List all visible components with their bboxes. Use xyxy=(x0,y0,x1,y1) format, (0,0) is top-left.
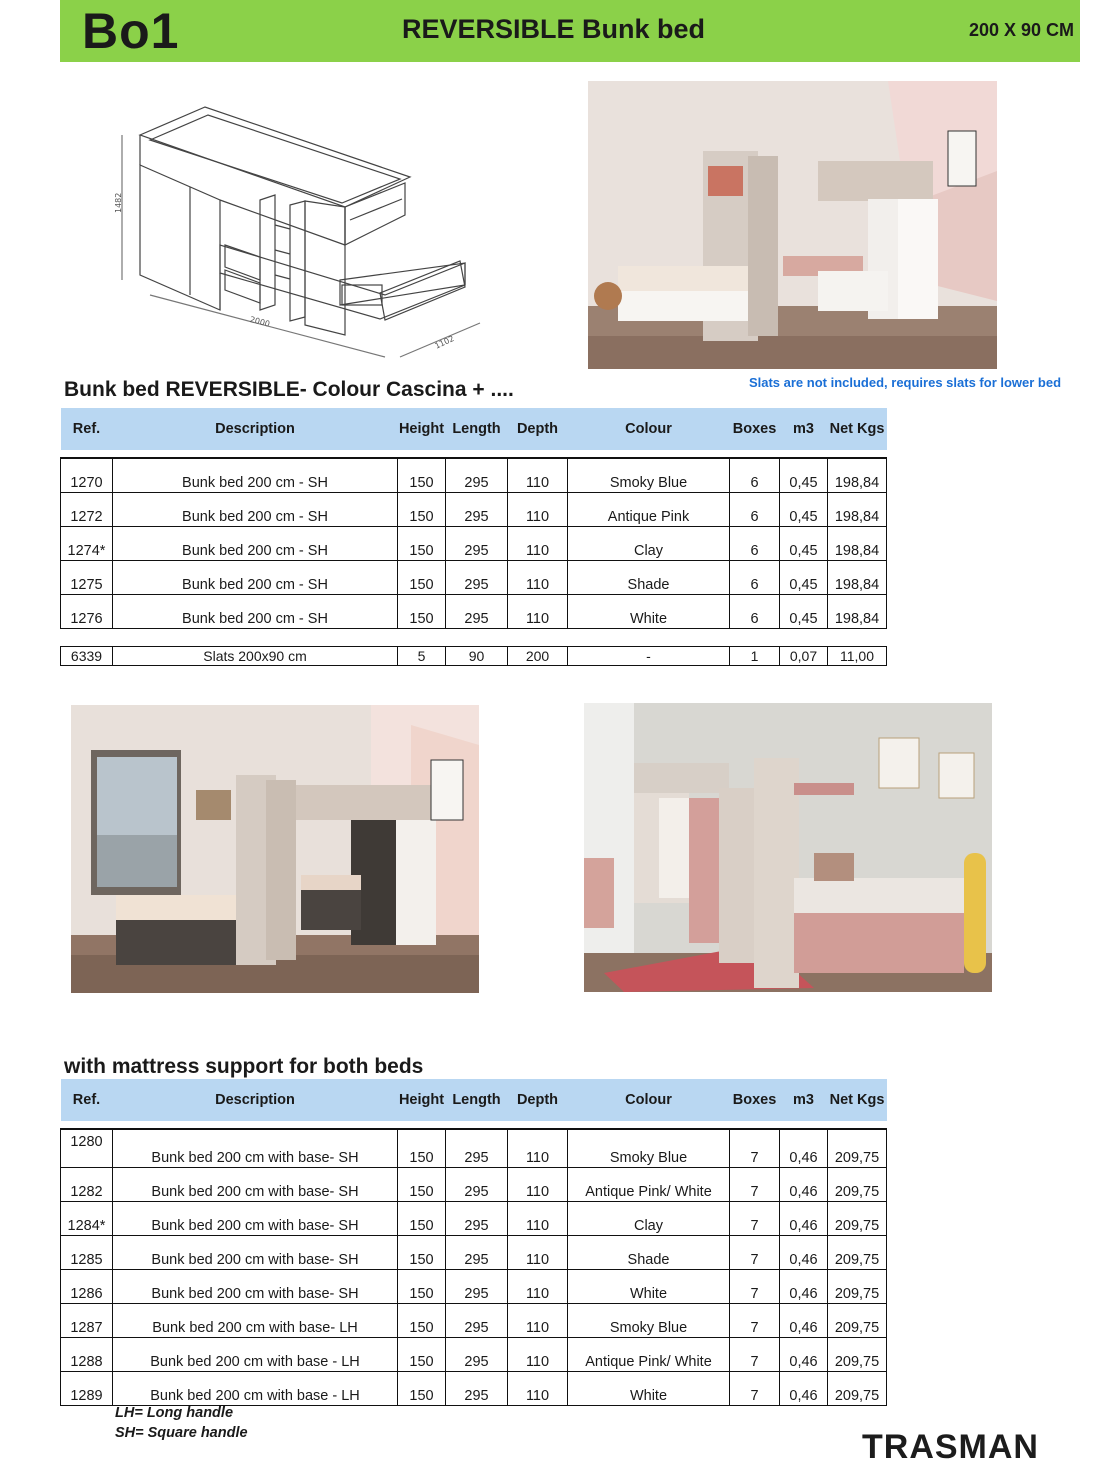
table-row xyxy=(61,1304,887,1338)
cell-colour: Clay xyxy=(568,1202,730,1236)
cell-height: 150 xyxy=(398,1129,446,1168)
cell-description: Bunk bed 200 cm with base- SH xyxy=(113,1168,398,1202)
table-row xyxy=(61,458,887,493)
cell-net-kgs: 209,75 xyxy=(828,1129,887,1168)
cell-description: Bunk bed 200 cm - SH xyxy=(113,561,398,595)
cell-boxes: 1 xyxy=(730,647,780,666)
column-header-height: Height xyxy=(398,1079,446,1121)
cell-height: 150 xyxy=(398,1338,446,1372)
cell-boxes: 7 xyxy=(730,1372,780,1406)
cell-depth: 110 xyxy=(508,1304,568,1338)
cell-ref: 1275 xyxy=(61,561,113,595)
cell-depth: 110 xyxy=(508,1129,568,1168)
cell-net-kgs: 209,75 xyxy=(828,1168,887,1202)
cell-length: 295 xyxy=(446,561,508,595)
cell-boxes: 7 xyxy=(730,1270,780,1304)
cell-colour: Clay xyxy=(568,527,730,561)
cell-colour: White xyxy=(568,595,730,629)
cell-net-kgs: 209,75 xyxy=(828,1236,887,1270)
column-header-description: Description xyxy=(113,1079,398,1121)
cell-m3: 0,46 xyxy=(780,1168,828,1202)
table-row xyxy=(61,561,887,595)
cell-m3: 0,46 xyxy=(780,1372,828,1406)
table-row xyxy=(61,1202,887,1236)
depth-dimension-label: 1102 xyxy=(433,333,456,351)
cell-length: 295 xyxy=(446,1236,508,1270)
column-header-height: Height xyxy=(398,408,446,450)
cell-length: 295 xyxy=(446,1202,508,1236)
table-row xyxy=(61,1236,887,1270)
cell-height: 150 xyxy=(398,1270,446,1304)
cell-colour: Antique Pink/ White xyxy=(568,1168,730,1202)
cell-ref: 1280 xyxy=(61,1129,113,1168)
cell-depth: 110 xyxy=(508,1236,568,1270)
product-table-with-base xyxy=(60,1079,887,1406)
cell-boxes: 7 xyxy=(730,1338,780,1372)
cell-length: 295 xyxy=(446,1338,508,1372)
cell-depth: 110 xyxy=(508,458,568,493)
table-row xyxy=(61,493,887,527)
cell-description: Bunk bed 200 cm with base - LH xyxy=(113,1338,398,1372)
cell-boxes: 6 xyxy=(730,493,780,527)
cell-boxes: 6 xyxy=(730,561,780,595)
cell-description: Bunk bed 200 cm with base - LH xyxy=(113,1372,398,1406)
cell-description: Bunk bed 200 cm with base- SH xyxy=(113,1236,398,1270)
cell-depth: 110 xyxy=(508,527,568,561)
column-header-description: Description xyxy=(113,408,398,450)
cell-m3: 0,45 xyxy=(780,595,828,629)
cell-colour: Antique Pink xyxy=(568,493,730,527)
cell-length: 295 xyxy=(446,595,508,629)
cell-ref: 1288 xyxy=(61,1338,113,1372)
handle-legend xyxy=(115,1403,248,1443)
section-heading-mattress-support: with mattress support for both beds xyxy=(64,1055,424,1078)
table-row xyxy=(61,1168,887,1202)
cell-height: 5 xyxy=(398,647,446,666)
cell-depth: 110 xyxy=(508,1338,568,1372)
cell-description: Bunk bed 200 cm with base- SH xyxy=(113,1270,398,1304)
cell-ref: 1282 xyxy=(61,1168,113,1202)
cell-height: 150 xyxy=(398,595,446,629)
cell-m3: 0,46 xyxy=(780,1129,828,1168)
cell-depth: 110 xyxy=(508,1270,568,1304)
column-header-m3: m3 xyxy=(780,408,828,450)
cell-net-kgs: 209,75 xyxy=(828,1372,887,1406)
cell-length: 295 xyxy=(446,458,508,493)
table-row xyxy=(61,1270,887,1304)
column-header-ref: Ref. xyxy=(61,1079,113,1121)
table-header-row xyxy=(61,408,887,450)
cell-boxes: 6 xyxy=(730,527,780,561)
cell-height: 150 xyxy=(398,1168,446,1202)
cell-description: Bunk bed 200 cm - SH xyxy=(113,458,398,493)
cell-net-kgs: 209,75 xyxy=(828,1270,887,1304)
column-header-colour: Colour xyxy=(568,1079,730,1121)
table-row xyxy=(61,1372,887,1406)
table-header-row xyxy=(61,1079,887,1121)
cell-length: 295 xyxy=(446,527,508,561)
cell-height: 150 xyxy=(398,561,446,595)
column-header-m3: m3 xyxy=(780,1079,828,1121)
cell-net-kgs: 209,75 xyxy=(828,1304,887,1338)
cell-ref: 1272 xyxy=(61,493,113,527)
cell-description: Slats 200x90 cm xyxy=(113,647,398,666)
cell-m3: 0,46 xyxy=(780,1202,828,1236)
cell-colour: Smoky Blue xyxy=(568,1129,730,1168)
legend-square-handle: SH= Square handle xyxy=(115,1425,248,1441)
cell-colour: White xyxy=(568,1372,730,1406)
table-row xyxy=(61,595,887,629)
cell-length: 295 xyxy=(446,1304,508,1338)
cell-net-kgs: 198,84 xyxy=(828,458,887,493)
cell-height: 150 xyxy=(398,458,446,493)
column-header-net-kgs: Net Kgs xyxy=(828,1079,887,1121)
cell-height: 150 xyxy=(398,1236,446,1270)
column-header-ref: Ref. xyxy=(61,408,113,450)
cell-ref: 1276 xyxy=(61,595,113,629)
cell-net-kgs: 209,75 xyxy=(828,1338,887,1372)
cell-description: Bunk bed 200 cm - SH xyxy=(113,527,398,561)
cell-ref: 1285 xyxy=(61,1236,113,1270)
cell-length: 90 xyxy=(446,647,508,666)
cell-boxes: 7 xyxy=(730,1236,780,1270)
table-row xyxy=(61,527,887,561)
cell-colour: - xyxy=(568,647,730,666)
cell-boxes: 6 xyxy=(730,595,780,629)
table-row xyxy=(61,1338,887,1372)
column-header-boxes: Boxes xyxy=(730,1079,780,1121)
cell-boxes: 7 xyxy=(730,1129,780,1168)
cell-colour: Smoky Blue xyxy=(568,1304,730,1338)
cell-height: 150 xyxy=(398,527,446,561)
cell-colour: White xyxy=(568,1270,730,1304)
cell-description: Bunk bed 200 cm with base- LH xyxy=(113,1304,398,1338)
cell-length: 295 xyxy=(446,1168,508,1202)
cell-m3: 0,46 xyxy=(780,1236,828,1270)
cell-colour: Smoky Blue xyxy=(568,458,730,493)
cell-colour: Antique Pink/ White xyxy=(568,1338,730,1372)
cell-ref: 1270 xyxy=(61,458,113,493)
cell-boxes: 7 xyxy=(730,1168,780,1202)
cell-depth: 110 xyxy=(508,1372,568,1406)
length-dimension-label: 2000 xyxy=(248,314,271,329)
cell-net-kgs: 198,84 xyxy=(828,561,887,595)
cell-height: 150 xyxy=(398,1304,446,1338)
cell-height: 150 xyxy=(398,1202,446,1236)
column-header-length: Length xyxy=(446,408,508,450)
cell-length: 295 xyxy=(446,1129,508,1168)
column-header-depth: Depth xyxy=(508,408,568,450)
legend-long-handle: LH= Long handle xyxy=(115,1405,234,1421)
cell-m3: 0,45 xyxy=(780,493,828,527)
column-header-colour: Colour xyxy=(568,408,730,450)
column-header-length: Length xyxy=(446,1079,508,1121)
cell-length: 295 xyxy=(446,493,508,527)
cell-height: 150 xyxy=(398,1372,446,1406)
cell-description: Bunk bed 200 cm with base- SH xyxy=(113,1202,398,1236)
cell-description: Bunk bed 200 cm - SH xyxy=(113,595,398,629)
brand-logo: TRASMAN xyxy=(862,1428,1039,1466)
room-photo-cascina-pink xyxy=(584,703,992,992)
section-heading-reversible: Bunk bed REVERSIBLE- Colour Cascina + .... xyxy=(64,378,514,401)
cell-colour: Shade xyxy=(568,561,730,595)
cell-ref: 1287 xyxy=(61,1304,113,1338)
cell-length: 295 xyxy=(446,1372,508,1406)
cell-m3: 0,46 xyxy=(780,1338,828,1372)
cell-m3: 0,07 xyxy=(780,647,828,666)
cell-m3: 0,45 xyxy=(780,458,828,493)
cell-depth: 110 xyxy=(508,595,568,629)
slats-note: Slats are not included, requires slats for lower bed xyxy=(748,375,1062,390)
room-photo-cascina-white xyxy=(588,81,997,369)
header-banner xyxy=(60,0,1080,62)
cell-net-kgs: 198,84 xyxy=(828,493,887,527)
cell-m3: 0,46 xyxy=(780,1270,828,1304)
cell-net-kgs: 11,00 xyxy=(828,647,887,666)
cell-ref: 6339 xyxy=(61,647,113,666)
column-header-depth: Depth xyxy=(508,1079,568,1121)
cell-depth: 110 xyxy=(508,561,568,595)
product-code: Bo1 xyxy=(82,3,180,59)
cell-length: 295 xyxy=(446,1270,508,1304)
height-dimension-label: 1482 xyxy=(114,192,123,213)
cell-ref: 1286 xyxy=(61,1270,113,1304)
table-row xyxy=(61,1129,887,1168)
cell-net-kgs: 198,84 xyxy=(828,595,887,629)
cell-net-kgs: 198,84 xyxy=(828,527,887,561)
table-row-slats xyxy=(61,647,887,666)
cell-description: Bunk bed 200 cm with base- SH xyxy=(113,1129,398,1168)
cell-colour: Shade xyxy=(568,1236,730,1270)
cell-boxes: 7 xyxy=(730,1304,780,1338)
cell-m3: 0,46 xyxy=(780,1304,828,1338)
column-header-boxes: Boxes xyxy=(730,408,780,450)
cell-ref: 1274* xyxy=(61,527,113,561)
column-header-net-kgs: Net Kgs xyxy=(828,408,887,450)
room-photo-cascina-graphite xyxy=(71,705,479,993)
cell-depth: 200 xyxy=(508,647,568,666)
cell-boxes: 6 xyxy=(730,458,780,493)
cell-depth: 110 xyxy=(508,1202,568,1236)
cell-m3: 0,45 xyxy=(780,527,828,561)
cell-net-kgs: 209,75 xyxy=(828,1202,887,1236)
cell-m3: 0,45 xyxy=(780,561,828,595)
cell-height: 150 xyxy=(398,493,446,527)
cell-boxes: 7 xyxy=(730,1202,780,1236)
cell-depth: 110 xyxy=(508,1168,568,1202)
product-title: REVERSIBLE Bunk bed xyxy=(402,14,706,44)
product-table-reversible xyxy=(60,408,887,666)
cell-description: Bunk bed 200 cm - SH xyxy=(113,493,398,527)
product-size: 200 X 90 CM xyxy=(968,20,1074,40)
cell-ref: 1289 xyxy=(61,1372,113,1406)
technical-drawing xyxy=(110,95,500,370)
cell-depth: 110 xyxy=(508,493,568,527)
cell-ref: 1284* xyxy=(61,1202,113,1236)
